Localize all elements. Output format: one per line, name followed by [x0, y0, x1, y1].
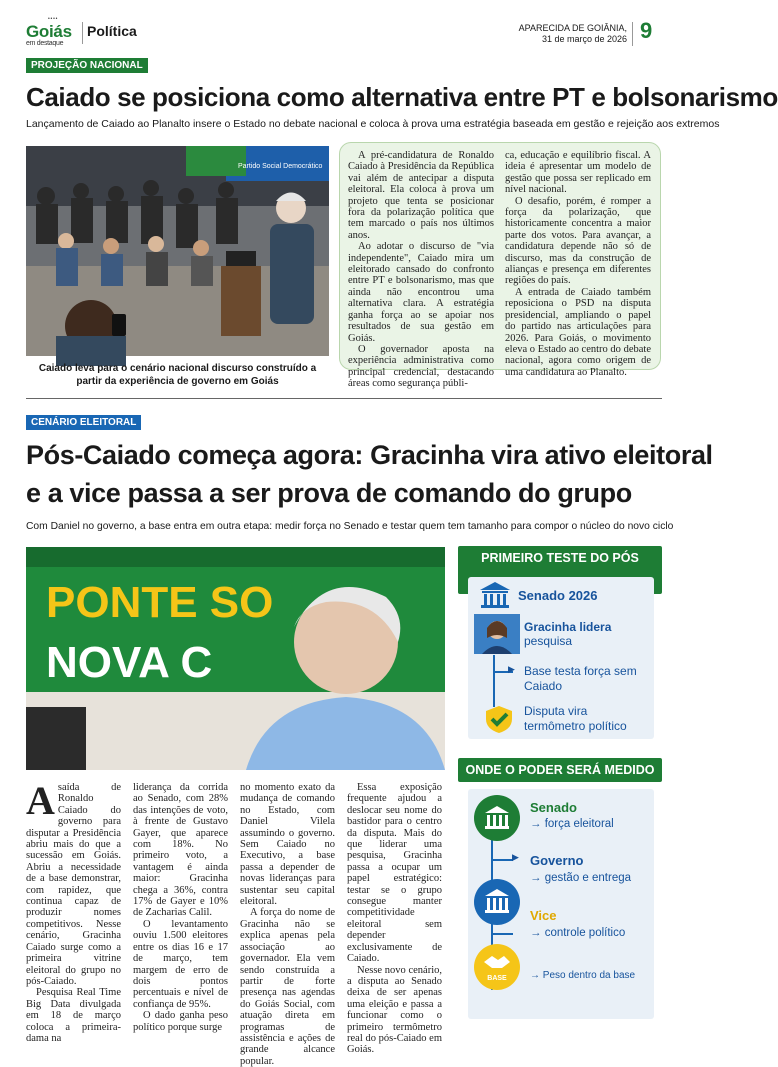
shield-check-icon	[482, 704, 516, 739]
paragraph: Pesquisa Real Time Big Data divulgada em 18 de março coloca a primeira-dama na	[26, 987, 121, 1044]
paragraph: saída de Ronaldo Caiado do governo para disputar a Presidência abriu mais do que a sucessão em Goiás. Abriu a necessidade de a base demonstrar, com rapidez, que continua capaz de produzir nomes competitivos. Nesse cenário, Gracinha Caiado surge como a primeira vitrine eleitoral do grupo no pós-Caiado.	[26, 782, 121, 987]
sidebar-header: PRIMEIRO TESTE DO PÓS	[458, 546, 662, 594]
vice-label: Vice	[530, 908, 557, 923]
photo-caption-line-1: Caiado leva para o cenário nacional discurso construído a	[38, 363, 317, 374]
banner-text-2: NOVA C	[46, 638, 213, 687]
gracinha-photo	[474, 614, 520, 654]
base-badge-text: BASE	[487, 975, 507, 982]
sidebar-item-1-rest: pesquisa	[524, 634, 573, 648]
lede: Lançamento de Caiado ao Planalto insere o Estado no debate nacional e coloca à prova uma estratégia baseada em gestão e rejeição aos extremos	[26, 118, 720, 130]
story1-column-2	[505, 150, 651, 378]
sidebar-arrow-icon	[493, 859, 513, 861]
paragraph: liderança da corrida ao Senado, com 28% das intenções de voto, à frente de Gustavo Gayer, que aparece com 18%. No primeiro voto, a vantagem é ainda maior: Gracinha chega a 36%, contra 17% de Gayer e 10% de Zacharias Calil.	[133, 782, 228, 919]
base-sub: → Peso dentro da base	[530, 970, 636, 981]
sidebar-item-1	[524, 620, 611, 648]
dateline-city: APARECIDA DE GOIÂNIA,	[518, 23, 627, 33]
sidebar-item-3: Disputa vira termômetro político	[524, 704, 627, 733]
headline-line-1: Pós-Caiado começa agora: Gracinha vira ativo eleitoral	[26, 440, 713, 470]
lede: Com Daniel no governo, a base entra em outra etapa: medir força no Senado e testar quem tem tamanho para compor o núcleo do novo ciclo	[26, 521, 674, 532]
base-handshake-icon	[474, 944, 520, 990]
press-conference-illustration	[26, 146, 329, 356]
arrow-head-icon: ▶	[508, 664, 515, 674]
sidebar-item-1-bold: Gracinha lidera	[524, 620, 612, 634]
photo-caption	[26, 362, 329, 388]
press-conference-photo	[26, 146, 329, 356]
senate-building-icon	[478, 580, 512, 615]
paragraph: A pré-candidatura de Ronaldo Caiado à Presidência da República vai além de antecipar a disputa eleitoral. Ela coloca à prova um projeto que tenta se posicionar fora da polarização política que tem marcado o país nos últimos anos.	[348, 150, 494, 241]
paragraph: O levantamento ouviu 1.500 eleitores entre os dias 16 e 17 de março, tem margem de erro de dois pontos percentuais e nível de confiança de 95%.	[133, 918, 228, 1010]
senado-label: Senado	[530, 800, 577, 815]
sidebar-header: ONDE O PODER SERÁ MEDIDO	[458, 758, 662, 782]
senado-sub: → força eleitoral	[530, 818, 614, 830]
governo-sub: → gestão e entrega	[530, 872, 632, 884]
paragraph: no momento exato da mudança de comando no Estado, com Daniel Vilela assumindo o governo. Sem Caiado no Executivo, a base passa a depender de novas lideranças para sustentar seu capital eleitoral.	[240, 782, 335, 908]
senate-circle-icon	[474, 795, 520, 841]
sidebar-heading: Senado 2026	[518, 588, 598, 603]
paragraph: ca, educação e equilíbrio fiscal. A ideia é apresentar um modelo de gestão que possa ser replicado em nível nacional.	[505, 150, 651, 196]
sidebar-item-2: Base testa força sem Caiado	[524, 664, 637, 693]
story2-column-1	[26, 778, 121, 1044]
headline: Caiado se posiciona como alternativa entre PT e bolsonarismo	[26, 82, 778, 112]
photo-caption-line-2: partir da experiência de governo em Goiás	[76, 376, 279, 387]
page-number: 9	[640, 18, 653, 43]
logo-text: Goiás	[26, 22, 72, 41]
sidebar-arrow-icon	[493, 933, 513, 935]
logo-subtitle: em destaque	[26, 40, 64, 47]
government-building-icon	[474, 879, 520, 925]
paragraph: O dado ganha peso político porque surge	[133, 1010, 228, 1033]
paragraph: O governador aposta na experiência administrativa como principal credencial, destacando áreas como segurança públi-	[348, 343, 494, 390]
section-tag: PROJEÇÃO NACIONAL	[26, 58, 148, 73]
arrow-head-icon: ▶	[512, 852, 519, 862]
section-tag: CENÁRIO ELEITORAL	[26, 415, 141, 430]
paragraph: A entrada de Caiado também reposiciona o PSD na disputa presidencial, ampliando o papel do partido nas articulações para 2026. Para Goiás, o movimento eleva o Estado ao centro do debate nacional, agora como origem de uma candidatura ao Planalto.	[505, 286, 651, 378]
caiado-portrait-photo	[26, 547, 445, 770]
vice-sub: → controle político	[530, 927, 626, 939]
banner-text-1: PONTE SO	[46, 578, 274, 627]
sidebar-connector-line	[493, 655, 495, 707]
newspaper-logo	[26, 16, 72, 47]
paragraph: Essa exposição frequente ajudou a deslocar seu nome do bastidor para o centro da disputa. Mais do que liderar uma pesquisa, Gracinha passa a ocupar um papel estratégico: testar se o grupo consegue manter competitividade eleitoral sem depender exclusivamente de Caiado.	[347, 782, 442, 965]
paragraph: O desafio, porém, é romper a força da polarização, que historicamente concentra a maior parte dos votos. Para avançar, a candidatura depende não só de discurso, mas da construção de alianças e presença em diferentes regiões do país.	[505, 195, 651, 287]
backdrop-sign-text: Partido Social Democrático	[238, 163, 323, 170]
caiado-portrait-illustration	[26, 547, 445, 770]
logo-dots: • • • •	[48, 16, 58, 22]
dateline	[519, 23, 627, 45]
story2-column-2	[133, 782, 228, 1033]
story1-column-1	[348, 150, 494, 390]
section-divider	[26, 398, 662, 399]
dateline-date: 31 de março de 2026	[541, 34, 627, 44]
story2-column-4	[347, 782, 442, 1056]
paragraph: Nesse novo cenário, a disputa ao Senado deixa de ser apenas uma eleição e passa a funcionar como o primeiro termômetro real do pós-Caiado em Goiás.	[347, 964, 442, 1056]
header-divider	[82, 22, 83, 44]
paragraph: Ao adotar o discurso de "via independente", Caiado mira um eleitorado cansado do confronto entre PT e bolsonarismo, mas que ainda não encontrou uma alternativa clara. A estratégia ganha força ao se apoiar nos resultados de sua gestão em Goiás.	[348, 241, 494, 344]
paragraph: A força do nome de Gracinha não se explica apenas pela associação ao governador. Ela vem sendo construída a partir de forte presença nas agendas do Goiás Social, com atuação direta em programas de assistência e ações de grande alcance popular.	[240, 907, 335, 1067]
page-number-divider	[632, 22, 633, 46]
story2-column-3	[240, 782, 335, 1067]
headline-line-2: e a vice passa a ser prova de comando do grupo	[26, 478, 632, 508]
drop-cap: A	[26, 778, 55, 823]
governo-label: Governo	[530, 853, 584, 868]
section-name: Política	[87, 23, 137, 39]
